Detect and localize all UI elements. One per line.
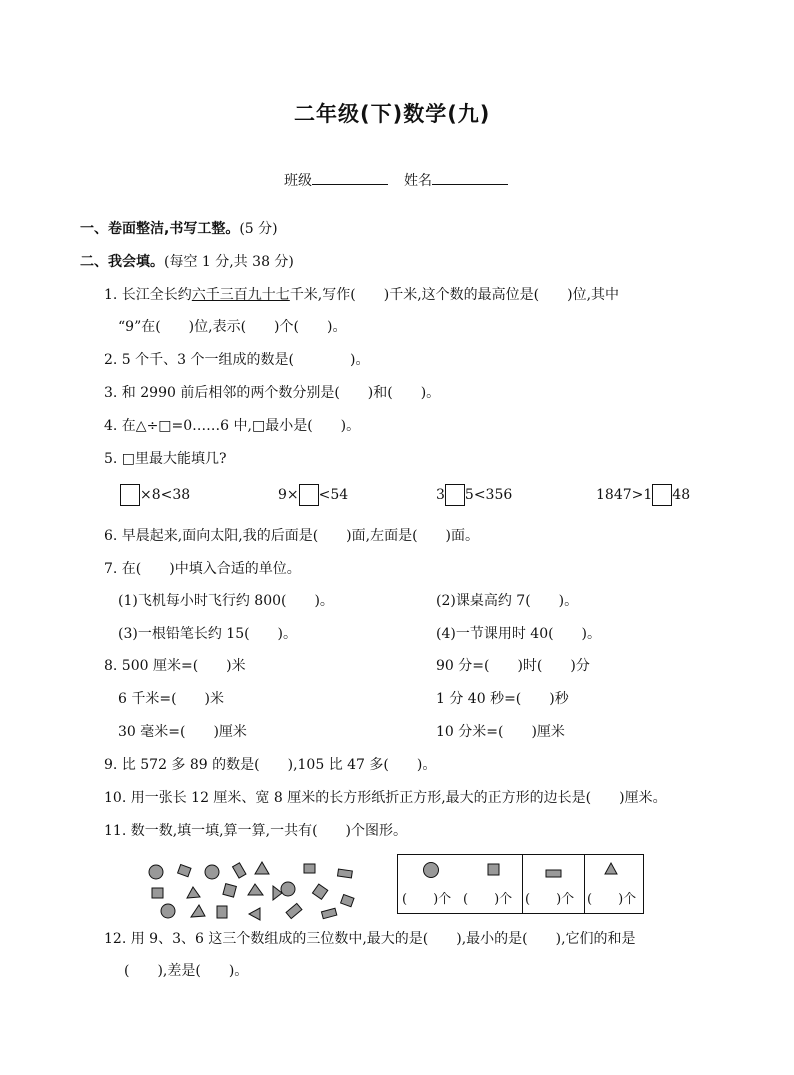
section-2-heading: [80, 252, 294, 272]
tally-circle-count[interactable]: ( )个: [402, 892, 452, 907]
q1-underlined-number: 六千三百九十七: [191, 287, 290, 303]
section-2-score: (每空 1 分,共 38 分): [164, 254, 294, 270]
tally-triangle-icon: [605, 863, 617, 874]
question-12-line-1: 12. 用 9、3、6 这三个数组成的三位数中,最大的是( ),最小的是( ),它们的和是: [104, 931, 636, 947]
question-3: 3. 和 2990 前后相邻的两个数分别是( )和( )。: [104, 385, 441, 401]
question-6: 6. 早晨起来,面向太阳,我的后面是( )面,左面是( )面。: [104, 528, 480, 544]
triangle-shape: [248, 884, 263, 895]
triangle-shape: [191, 905, 205, 917]
triangle-shape: [255, 862, 269, 874]
rect-shape: [178, 865, 191, 877]
question-5-title: 5. □里最大能填几?: [104, 451, 227, 467]
q1-text-d: )位,其中: [567, 287, 620, 303]
name-field[interactable]: [404, 170, 508, 191]
question-11-title: 11. 数一数,填一填,算一算,一共有( )个图形。: [104, 823, 407, 839]
q8-left-3: 30 毫米=( )厘米: [118, 724, 247, 740]
q5-answer-box-2[interactable]: [299, 484, 319, 506]
name-label: 姓名: [404, 173, 432, 189]
q8-left-1: 8. 500 厘米=( )米: [104, 658, 246, 674]
class-blank[interactable]: [312, 170, 388, 185]
q5-item-2: 9× <54: [278, 484, 348, 506]
tally-table: [397, 854, 644, 914]
name-blank[interactable]: [432, 170, 508, 185]
question-2: 2. 5 个千、3 个一组成的数是( )。: [104, 352, 370, 368]
tally-circle-icon: [424, 863, 439, 878]
q7-part-3: (3)一根铅笔长约 15( )。: [118, 626, 298, 642]
class-field[interactable]: [284, 170, 388, 191]
tally-rectangle-count[interactable]: ( )个: [525, 892, 575, 907]
question-9: 9. 比 572 多 89 的数是( ),105 比 47 多( )。: [104, 757, 437, 773]
triangle-shape: [249, 908, 260, 920]
rect-shape: [233, 863, 246, 878]
circle-shape: [205, 865, 219, 879]
q5-answer-box-3[interactable]: [445, 484, 465, 506]
question-4: 4. 在△÷□=0……6 中,□最小是( )。: [104, 418, 361, 434]
q1-text-b: 千米,写作(: [289, 287, 356, 303]
rect-shape: [217, 906, 227, 918]
shapes-figure: [145, 856, 365, 926]
rect-shape: [312, 884, 327, 899]
class-label: 班级: [284, 173, 312, 189]
q8-left-2: 6 千米=( )米: [118, 691, 225, 707]
q1-text-a: 1. 长江全长约: [104, 287, 192, 303]
page-title: 二年级(下)数学(九): [294, 102, 491, 126]
q5-item-3: 3 5<356: [436, 484, 512, 506]
question-1-line-2: “9”在( )位,表示( )个( )。: [118, 319, 347, 335]
q1-text-c: )千米,这个数的最高位是(: [383, 287, 540, 303]
question-10: 10. 用一张长 12 厘米、宽 8 厘米的长方形纸折正方形,最大的正方形的边长是( )厘米。: [104, 790, 667, 806]
tally-triangle-count[interactable]: ( )个: [587, 892, 637, 907]
section-2-title: 二、我会填。: [80, 254, 164, 270]
question-1-line-1: [104, 285, 619, 305]
rect-shape: [341, 895, 354, 907]
q5-item-1: ×8<38: [120, 484, 190, 506]
circle-shape: [149, 865, 163, 879]
q8-right-2: 1 分 40 秒=( )秒: [436, 691, 569, 707]
tally-square-icon: [488, 864, 499, 875]
circle-shape: [161, 904, 175, 918]
section-1-score: (5 分): [239, 221, 278, 237]
rect-shape: [338, 869, 353, 878]
rect-shape: [152, 888, 163, 898]
circle-shape: [281, 882, 295, 896]
q7-part-2: (2)课桌高约 7( )。: [436, 593, 579, 609]
triangle-shape: [187, 887, 200, 898]
q8-right-3: 10 分米=( )厘米: [436, 724, 565, 740]
q5-answer-box-1[interactable]: [120, 484, 140, 506]
rect-shape: [321, 908, 336, 918]
q7-part-1: (1)飞机每小时飞行约 800( )。: [118, 593, 334, 609]
tally-rectangle-icon: [546, 870, 561, 877]
question-7-title: 7. 在( )中填入合适的单位。: [104, 561, 301, 577]
q5-answer-box-4[interactable]: [652, 484, 672, 506]
rect-shape: [304, 864, 315, 873]
q8-right-1: 90 分=( )时( )分: [436, 658, 590, 674]
q7-part-4: (4)一节课用时 40( )。: [436, 626, 602, 642]
section-1-title: 一、卷面整洁,书写工整。: [80, 221, 240, 237]
rect-shape: [223, 884, 236, 897]
rect-shape: [286, 903, 302, 918]
q5-item-4: 1847>1 48: [596, 484, 690, 506]
question-12-line-2: ( ),差是( )。: [124, 963, 249, 979]
tally-square-count[interactable]: ( )个: [463, 892, 513, 907]
section-1-heading: [80, 219, 278, 239]
